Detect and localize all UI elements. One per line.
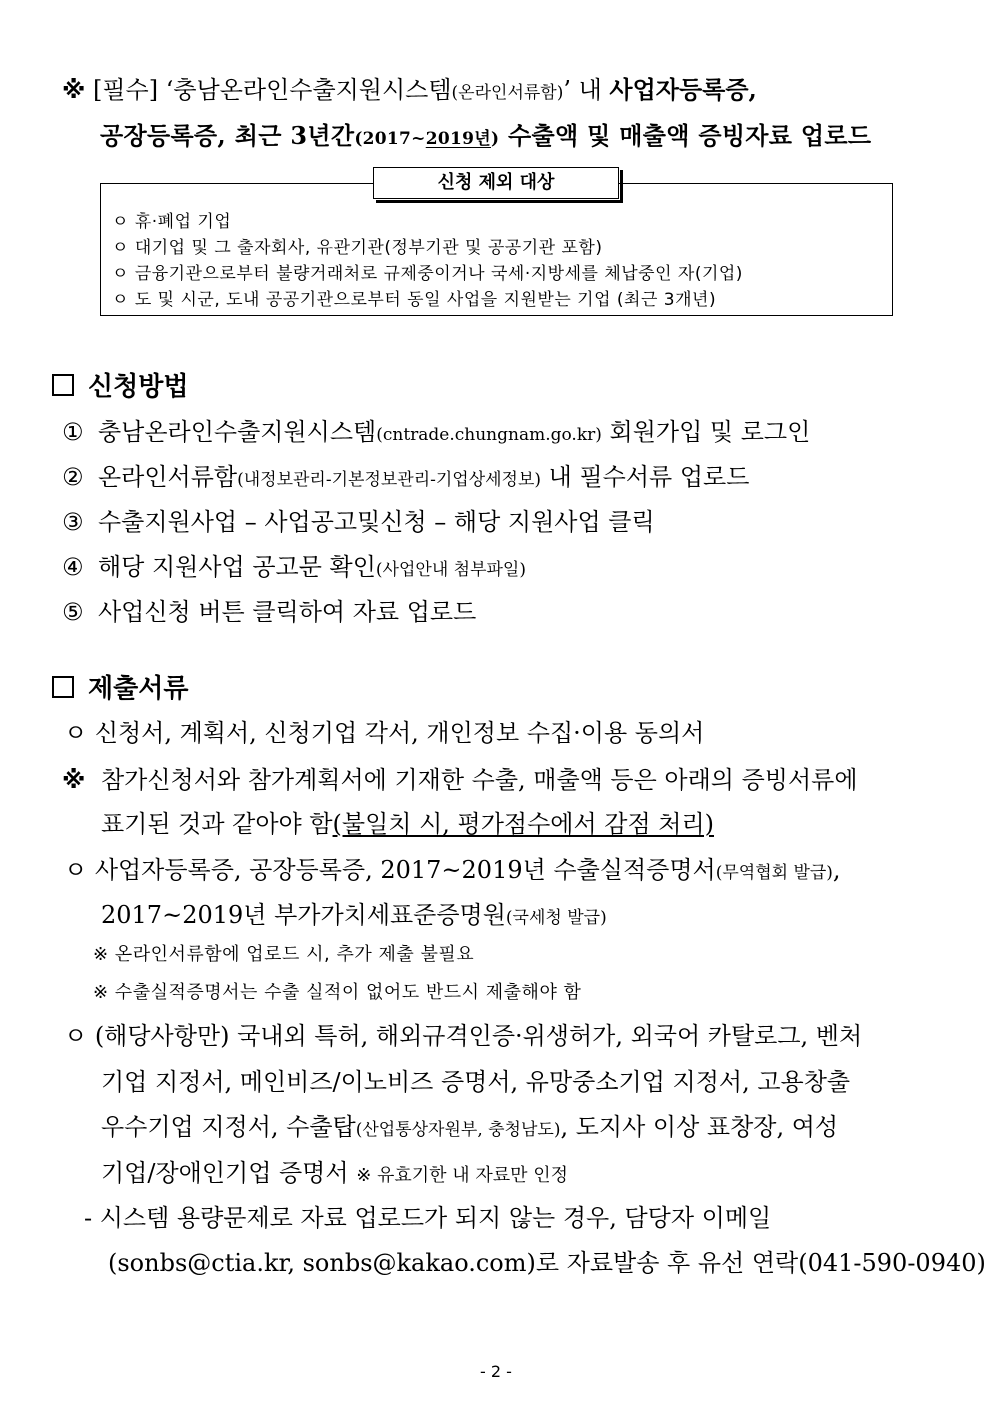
reference-mark: ※ [62, 76, 86, 104]
notice-text-bold: 사업자등록증, [609, 75, 757, 104]
documents-text: , 도지사 이상 표창장, 여성 [560, 1113, 839, 1141]
warning-text: 표기된 것과 같아야 함 [101, 810, 333, 838]
step-text: 충남온라인수출지원시스템 [98, 418, 377, 446]
documents-item [64, 850, 841, 885]
method-step [62, 592, 476, 627]
documents-item-cont [101, 895, 607, 930]
step-number: ⑤ [62, 598, 84, 626]
documents-item-cont [101, 1153, 568, 1188]
page-number: - 2 - [480, 1362, 512, 1381]
notice-paren: ) [490, 129, 500, 149]
exclusion-item: ㅇ 휴·폐업 기업 [112, 212, 232, 232]
step-text: 해당 지원사업 공고문 확인 [98, 553, 376, 581]
validity-note: ※ 유효기한 내 자료만 인정 [356, 1165, 569, 1186]
documents-text: 우수기업 지정서, 수출탑 [101, 1113, 356, 1141]
exclusion-box-title: 신청 제외 대상 [373, 167, 619, 199]
method-step [62, 457, 749, 492]
checkbox-square-icon [52, 676, 74, 698]
documents-note: ※ 수출실적증명서는 수출 실적이 없어도 반드시 제출해야 함 [93, 982, 582, 1003]
documents-item-cont: 기업 지정서, 메인비즈/이노비즈 증명서, 유망중소기업 지정서, 고용창출 [101, 1068, 851, 1096]
step-number: ① [62, 418, 84, 446]
required-notice-line2 [100, 116, 871, 151]
step-text: 수출지원사업 – 사업공고및신청 – 해당 지원사업 클릭 [98, 508, 655, 536]
step-number: ② [62, 463, 84, 491]
documents-contact-line2: (sonbs@ctia.kr, sonbs@kakao.com)로 자료발송 후 유선 연락(041-590-0940) [108, 1249, 986, 1277]
notice-text: 수출액 및 매출액 증빙자료 업로드 [499, 121, 872, 150]
documents-item-cont [101, 1107, 838, 1142]
step-number: ③ [62, 508, 84, 536]
warning-text: 참가신청서와 참가계획서에 기재한 수출, 매출액 등은 아래의 증빙서류에 [100, 766, 858, 794]
section-heading-text: 신청방법 [88, 372, 189, 402]
documents-warning-line1 [62, 760, 858, 795]
reference-mark: ※ [62, 766, 86, 794]
step-text: 온라인서류함 [98, 463, 238, 491]
notice-year-underlined: 2019년 [425, 129, 491, 149]
exclusion-item: ㅇ 금융기관으로부터 불량거래처로 규제중이거나 국세·지방세를 체납중인 자(기업) [112, 264, 743, 284]
notice-year-range: (2017~ [354, 129, 426, 149]
documents-text: 기업/장애인기업 증명서 [101, 1159, 357, 1187]
section-heading-text: 제출서류 [88, 674, 189, 704]
exclusion-item: ㅇ 도 및 시군, 도내 공공기관으로부터 동일 사업을 지원받는 기업 (최근 3개년) [112, 290, 717, 310]
documents-text: , [832, 856, 841, 884]
required-notice-line1 [62, 70, 757, 105]
documents-text: ㅇ 사업자등록증, 공장등록증, 2017~2019년 수출실적증명서 [64, 856, 716, 884]
notice-text: [필수] ‘충남온라인수출지원시스템 [92, 76, 452, 104]
section-heading-method [52, 366, 188, 403]
documents-contact-line1: - 시스템 용량문제로 자료 업로드가 되지 않는 경우, 담당자 이메일 [84, 1204, 772, 1232]
section-heading-documents [52, 668, 188, 705]
step-text: 사업신청 버튼 클릭하여 자료 업로드 [98, 598, 477, 626]
step-note: (사업안내 첨부파일) [375, 560, 526, 580]
notice-text: ’ 내 [563, 76, 610, 104]
documents-issuer: (무역협회 발급) [715, 863, 833, 883]
step-number: ④ [62, 553, 84, 581]
documents-note: ※ 온라인서류함에 업로드 시, 추가 제출 불필요 [93, 944, 475, 965]
step-path: (내정보관리-기본정보관리-기업상세정보) [237, 470, 542, 490]
step-text: 회원가입 및 로그인 [601, 418, 811, 446]
method-step [62, 502, 655, 537]
step-text: 내 필수서류 업로드 [541, 463, 750, 491]
warning-underlined: (불일치 시, 평가점수에서 감점 처리) [332, 810, 714, 838]
checkbox-square-icon [52, 374, 74, 396]
exclusion-item: ㅇ 대기업 및 그 출자회사, 유관기관(정부기관 및 공공기관 포함) [112, 238, 603, 258]
documents-issuer: (국세청 발급) [505, 908, 607, 928]
method-step [62, 547, 526, 582]
method-step [62, 412, 810, 447]
step-url: (cntrade.chungnam.go.kr) [376, 425, 602, 445]
documents-warning-line2 [101, 804, 714, 839]
documents-issuer: (산업통상자원부, 충청남도) [355, 1120, 561, 1140]
documents-text: 2017~2019년 부가가치세표준증명원 [101, 901, 506, 929]
notice-text-small: (온라인서류함) [451, 83, 564, 103]
notice-text: 공장등록증, 최근 3년간 [100, 121, 355, 150]
documents-item: ㅇ (해당사항만) 국내외 특허, 해외규격인증·위생허가, 외국어 카탈로그, 벤처 [64, 1022, 863, 1050]
documents-item: ㅇ 신청서, 계획서, 신청기업 각서, 개인정보 수집·이용 동의서 [64, 719, 705, 747]
